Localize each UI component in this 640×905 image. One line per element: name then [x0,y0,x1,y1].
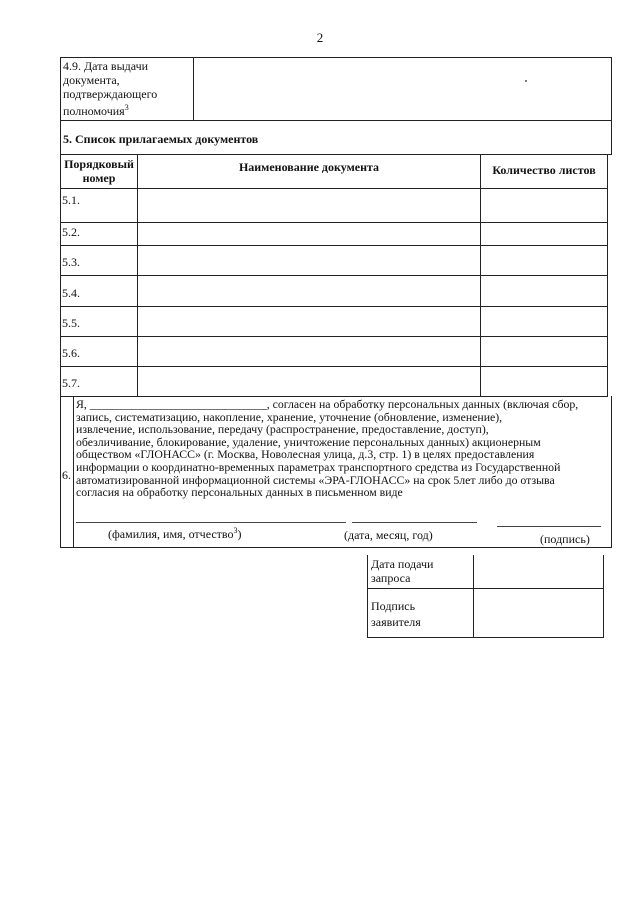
fio-input[interactable] [76,508,346,522]
table-border [60,57,612,58]
table-border [367,637,604,638]
section-5-title: 5. Список прилагаемых документов [63,132,259,146]
table-border [60,547,612,548]
date-input[interactable] [352,508,477,522]
table-row-number: 5.1. [62,193,80,207]
sheet-count-cell[interactable] [482,247,606,274]
section-6-number: 6. [62,468,71,482]
document-name-cell[interactable] [139,308,479,335]
table-border [473,555,474,638]
applicant-signature-label: Подпись заявителя [371,599,421,629]
document-name-cell[interactable] [139,277,479,305]
signature-input[interactable] [497,512,601,526]
table-border [60,57,61,548]
consent-text: Я, ______________________________, согласен на обработку персональных данных (включая сбор, запись, систематизацию, накопление, хранение, уточнение (обновление, изменение), извлечение, использование, передачу (распространение, предоставление, доступ), обезличивание, блокирование, удаление, уничтожение персональных данных) акционерным обществом «ГЛОНАСС» (г. Москва, Новолесная улица, д.3, стр. 1) в целях предоставления информации о координатно-временных параметрах транспортного средства из Государственной автоматизированной информационной системы «ЭРА-ГЛОНАСС» на срок 5лет либо до отзыва согласия на обработку персональных данных в письменном виде [76,397,579,500]
caption-fio: (фамилия, имя, отчество$^3$) [108,526,242,541]
document-name-cell[interactable] [139,338,479,365]
table-row-number: 5.4. [62,286,80,300]
header-sheet-count: Количество листов [492,163,596,177]
table-border [60,222,608,223]
table-row-number: 5.7. [62,376,80,390]
sheet-count-cell[interactable] [482,224,606,244]
table-border [367,588,604,589]
table-border [60,154,612,155]
document-name-cell[interactable] [139,368,479,395]
signature-line-date [352,522,477,523]
signature-line-sign [497,526,601,527]
table-border [60,306,608,307]
row-4-9-label: 4.9. Дата выдачи документа, подтверждающего полномочия$^3$ [63,59,158,118]
scan-speck [525,80,527,82]
table-row-number: 5.6. [62,346,80,360]
table-border [60,275,608,276]
table-border [60,366,608,367]
sheet-count-cell[interactable] [482,190,606,221]
page-number: 2 [316,30,324,45]
table-row-number: 5.2. [62,225,80,239]
document-name-cell[interactable] [139,224,479,244]
sheet-count-cell[interactable] [482,277,606,305]
table-border [60,188,608,189]
caption-date: (дата, месяц, год) [344,528,433,542]
caption-signature: (подпись) [540,532,590,546]
row-4-9-value-field[interactable] [196,60,608,118]
document-name-cell[interactable] [139,247,479,274]
table-border [193,57,194,120]
table-row-number: 5.5. [62,316,80,330]
signature-line-fio [76,522,346,523]
table-border [60,245,608,246]
table-border [73,396,74,548]
applicant-signature-field[interactable] [476,591,601,635]
sheet-count-cell[interactable] [482,368,606,395]
document-name-cell[interactable] [139,190,479,221]
sheet-count-cell[interactable] [482,308,606,335]
header-number: Порядковый номер [64,157,134,185]
table-border [611,120,612,155]
submission-date-field[interactable] [476,558,601,586]
table-border [611,396,612,548]
header-document-name: Наименование документа [238,160,380,174]
table-border [367,555,368,638]
table-row-number: 5.3. [62,255,80,269]
table-border [603,555,604,638]
table-border [60,336,608,337]
sheet-count-cell[interactable] [482,338,606,365]
submission-date-label: Дата подачи запроса [371,557,434,585]
table-border [60,120,612,121]
